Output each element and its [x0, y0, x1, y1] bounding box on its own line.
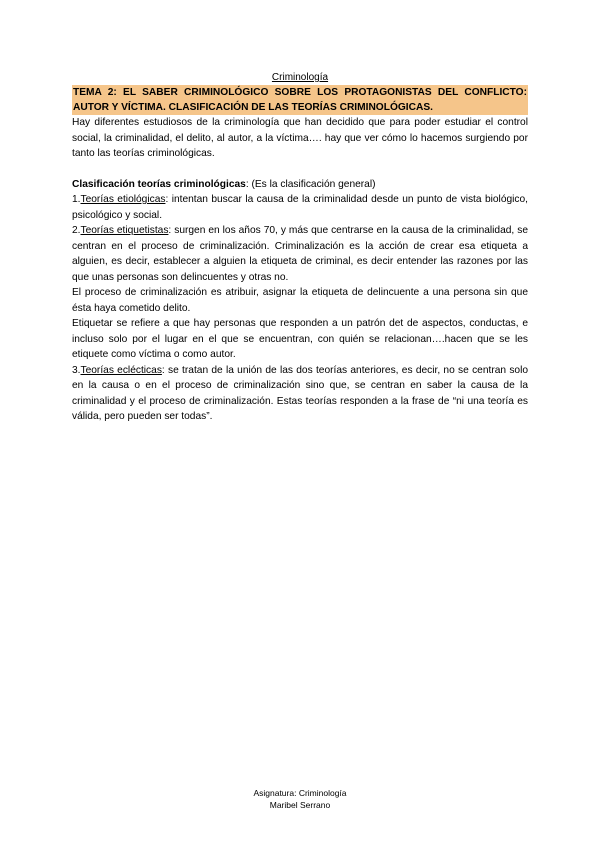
clasificacion-note: : (Es la clasificación general): [245, 178, 376, 190]
item-term: Teorías etiológicas: [80, 194, 166, 205]
item-number: 2.: [72, 225, 81, 236]
item-number: 3.: [72, 364, 81, 376]
clasificacion-paragraph: [72, 177, 528, 193]
item-etiquetistas: [72, 223, 528, 285]
item-number: 1.: [72, 194, 81, 205]
tema-heading: TEMA 2: EL SABER CRIMINOLÓGICO SOBRE LOS PROTAGONISTAS DEL CONFLICTO: AUTOR Y VÍCTIMA. CLASIFICACIÓN DE LAS TEORÍAS CRIMINOLÓGICAS.: [73, 87, 527, 113]
etiquetar-paragraph: Etiquetar se refiere a que hay personas que responden a un patrón det de aspectos, conductas, e incluso solo por el lugar en el que se encuentran, con quién se relacionan….hacen que se les etiquete como víctima o como autor.: [72, 318, 528, 360]
item-text: : surgen en los años 70, y más que centrarse en la causa de la criminalidad, se centran en el proceso de criminalización. Criminalización es la acción de crear esa etiqueta a alguien, es decir, establecer a alguien la etiqueta de criminal, es decir entender las razones por las que unas personas son delincuentes y otras no.: [72, 225, 528, 283]
footer-author: Maribel Serrano: [269, 800, 331, 810]
page-header-title: Criminología: [271, 72, 329, 83]
item-term: Teorías eclécticas: [80, 364, 162, 376]
item-term: Teorías etiquetistas: [80, 225, 169, 236]
spacer: [72, 162, 528, 177]
document-body: [72, 85, 528, 425]
item-eclecticas: [72, 363, 528, 425]
proceso-paragraph: El proceso de criminalización es atribuir, asignar la etiqueta de delincuente a una persona sin que ésta haya cometido delito.: [72, 287, 528, 314]
footer-subject: Asignatura: Criminología: [253, 788, 347, 798]
clasificacion-title: Clasificación teorías criminológicas: [72, 178, 246, 190]
item-text: : se tratan de la unión de las dos teorías anteriores, es decir, no se centran solo en la causa o en el proceso de criminalización sino que, se centran en saber la causa de la criminalidad y el proceso de criminalización. Estas teorías responden a la frase de “ni una teoría es válida, pero pueden ser todas”.: [72, 364, 529, 422]
page-footer: [0, 787, 600, 811]
item-text: : intentan buscar la causa de la criminalidad desde un punto de vista biológico, psicológico y social.: [72, 194, 529, 221]
intro-paragraph: Hay diferentes estudiosos de la criminología que han decidido que para poder estudiar el control social, la criminalidad, el delito, al autor, a la víctima…. hay que ver cómo lo hacemos surgiendo por tanto las teorías criminológicas.: [72, 117, 528, 159]
item-etiologicas: [72, 192, 528, 223]
